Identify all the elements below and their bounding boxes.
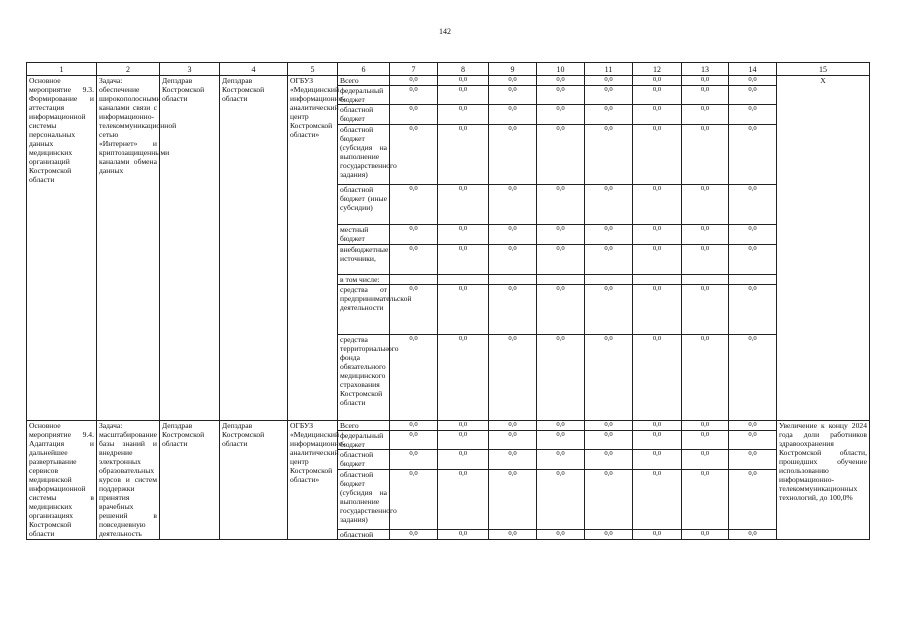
column-number: 7 (390, 63, 438, 76)
value-cell: 0,0 (729, 105, 777, 125)
value-cell: 0,0 (729, 421, 777, 431)
funding-source-cell: областной бюджет (иные субсидии) (338, 185, 390, 225)
value-cell: 0,0 (438, 76, 489, 86)
value-cell: 0,0 (489, 431, 537, 450)
value-cell: 0,0 (489, 86, 537, 105)
value-cell: 0,0 (390, 185, 438, 225)
value-cell: 0,0 (438, 245, 489, 275)
value-cell: 0,0 (729, 86, 777, 105)
column-number: 11 (585, 63, 633, 76)
funding-source-cell: федеральный бюджет (338, 86, 390, 105)
funding-source-cell: Всего (338, 76, 390, 86)
value-cell: 0,0 (537, 431, 585, 450)
value-cell: 0,0 (390, 86, 438, 105)
value-cell: 0,0 (682, 125, 729, 185)
finance-row (27, 76, 870, 86)
value-cell: 0,0 (537, 421, 585, 431)
value-cell: 0,0 (585, 245, 633, 275)
value-cell: 0,0 (682, 76, 729, 86)
value-cell: 0,0 (537, 185, 585, 225)
value-cell: 0,0 (585, 421, 633, 431)
value-cell: 0,0 (489, 530, 537, 540)
value-cell: 0,0 (489, 335, 537, 421)
value-cell: 0,0 (537, 105, 585, 125)
value-cell: 0,0 (729, 125, 777, 185)
value-cell: 0,0 (633, 431, 682, 450)
value-cell: 0,0 (585, 76, 633, 86)
value-cell: 0,0 (633, 185, 682, 225)
value-cell: 0,0 (633, 245, 682, 275)
value-cell: 0,0 (390, 105, 438, 125)
responsible-executor-cell: Депздрав Костромской области (160, 421, 220, 540)
value-cell: 0,0 (682, 421, 729, 431)
value-cell: 0,0 (537, 225, 585, 245)
value-cell: 0,0 (537, 530, 585, 540)
value-cell (682, 275, 729, 285)
column-number: 9 (489, 63, 537, 76)
value-cell: 0,0 (585, 335, 633, 421)
value-cell (390, 275, 438, 285)
value-cell: 0,0 (489, 245, 537, 275)
value-cell: 0,0 (537, 335, 585, 421)
value-cell: 0,0 (682, 530, 729, 540)
value-cell: 0,0 (585, 105, 633, 125)
value-cell: 0,0 (633, 421, 682, 431)
value-cell (585, 275, 633, 285)
column-number-row (27, 63, 870, 76)
value-cell: 0,0 (682, 245, 729, 275)
funding-source-cell: областной (338, 530, 390, 540)
chief-administrator-cell: Депздрав Костромской области (220, 76, 288, 421)
value-cell: 0,0 (729, 76, 777, 86)
column-number: 14 (729, 63, 777, 76)
value-cell: 0,0 (390, 285, 438, 335)
participant-cell: ОГБУЗ «Медицинский информационно-аналитический центр Костромской области» (288, 421, 338, 540)
column-number: 2 (97, 63, 160, 76)
value-cell (633, 275, 682, 285)
value-cell: 0,0 (438, 225, 489, 245)
value-cell: 0,0 (633, 470, 682, 530)
value-cell: 0,0 (438, 86, 489, 105)
value-cell: 0,0 (633, 105, 682, 125)
value-cell: 0,0 (390, 125, 438, 185)
funding-source-cell: средства территориального фонда обязательного медицинского страхования Костромской области (338, 335, 390, 421)
value-cell: 0,0 (585, 185, 633, 225)
column-number: 1 (27, 63, 97, 76)
value-cell: 0,0 (537, 285, 585, 335)
value-cell: 0,0 (489, 185, 537, 225)
value-cell: 0,0 (537, 125, 585, 185)
funding-source-cell: федеральный бюджет (338, 431, 390, 450)
value-cell: 0,0 (729, 530, 777, 540)
value-cell (537, 275, 585, 285)
value-cell: 0,0 (585, 450, 633, 470)
value-cell: 0,0 (390, 76, 438, 86)
funding-source-cell: областной бюджет (338, 105, 390, 125)
value-cell: 0,0 (633, 76, 682, 86)
value-cell: 0,0 (682, 86, 729, 105)
value-cell: 0,0 (489, 450, 537, 470)
value-cell: 0,0 (729, 185, 777, 225)
page-number: 142 (439, 27, 451, 36)
value-cell: 0,0 (489, 470, 537, 530)
value-cell: 0,0 (390, 225, 438, 245)
value-cell: 0,0 (633, 86, 682, 105)
value-cell: 0,0 (729, 245, 777, 275)
value-cell: 0,0 (585, 431, 633, 450)
value-cell: 0,0 (729, 225, 777, 245)
funding-source-cell: областной бюджет (субсидия на выполнение государственного задания) (338, 125, 390, 185)
value-cell: 0,0 (489, 421, 537, 431)
funding-source-cell: местный бюджет (338, 225, 390, 245)
value-cell: 0,0 (438, 421, 489, 431)
value-cell: 0,0 (390, 530, 438, 540)
value-cell: 0,0 (585, 225, 633, 245)
value-cell: 0,0 (682, 470, 729, 530)
value-cell: 0,0 (585, 530, 633, 540)
value-cell: 0,0 (390, 431, 438, 450)
value-cell: 0,0 (390, 421, 438, 431)
task-cell: Задача: обеспечение широкополосными каналами связи с информационно-телекоммуникационной сетью «Интернет» и криптозащищенными каналами обмена данных (97, 76, 160, 421)
value-cell: 0,0 (585, 470, 633, 530)
value-cell: 0,0 (438, 185, 489, 225)
value-cell: 0,0 (729, 335, 777, 421)
expected-result-cell: Увеличение к концу 2024 года доли работников здравоохранения Костромской области, прошедших обучение использованию информационно-телекоммуникационных технологий, до 100,0% (777, 421, 870, 540)
value-cell: 0,0 (633, 450, 682, 470)
task-cell: Задача: масштабирование базы знаний и внедрение электронных образовательных курсов и систем поддержки принятия врачебных решений в повседневную деятельность (97, 421, 160, 540)
value-cell: 0,0 (729, 285, 777, 335)
value-cell: 0,0 (390, 335, 438, 421)
value-cell: 0,0 (729, 450, 777, 470)
value-cell: 0,0 (390, 470, 438, 530)
value-cell: 0,0 (585, 125, 633, 185)
value-cell: 0,0 (537, 86, 585, 105)
value-cell: 0,0 (633, 125, 682, 185)
value-cell: 0,0 (585, 285, 633, 335)
value-cell: 0,0 (682, 185, 729, 225)
finance-row (27, 421, 870, 431)
value-cell: 0,0 (489, 225, 537, 245)
funding-source-cell: Всего (338, 421, 390, 431)
column-number: 3 (160, 63, 220, 76)
value-cell: 0,0 (682, 105, 729, 125)
funding-source-cell: внебюджетные источники, (338, 245, 390, 275)
value-cell: 0,0 (489, 125, 537, 185)
value-cell: 0,0 (682, 285, 729, 335)
value-cell: 0,0 (633, 285, 682, 335)
column-number: 6 (338, 63, 390, 76)
value-cell: 0,0 (489, 285, 537, 335)
value-cell: 0,0 (682, 431, 729, 450)
value-cell: 0,0 (438, 335, 489, 421)
value-cell: 0,0 (537, 76, 585, 86)
funding-source-cell: областной бюджет (субсидия на выполнение государственного задания) (338, 470, 390, 530)
value-cell (438, 275, 489, 285)
value-cell: 0,0 (438, 470, 489, 530)
funding-source-cell: областной бюджет (338, 450, 390, 470)
value-cell: 0,0 (537, 470, 585, 530)
funding-source-cell: средства от предпринимательской деятельности (338, 285, 390, 335)
value-cell: 0,0 (633, 335, 682, 421)
value-cell: 0,0 (729, 431, 777, 450)
budget-table (26, 62, 870, 540)
value-cell: 0,0 (438, 530, 489, 540)
column-number: 15 (777, 63, 870, 76)
value-cell: 0,0 (438, 450, 489, 470)
value-cell: 0,0 (682, 335, 729, 421)
value-cell: 0,0 (438, 431, 489, 450)
value-cell: 0,0 (438, 125, 489, 185)
value-cell: 0,0 (438, 285, 489, 335)
participant-cell: ОГБУЗ «Медицинский информационно-аналитический центр Костромской области» (288, 76, 338, 421)
value-cell: 0,0 (682, 450, 729, 470)
column-number: 10 (537, 63, 585, 76)
activity-name-cell: Основное мероприятие 9.4. Адаптация и дальнейшее развертывание сервисов медицинской информационной системы в медицинских организациях Костромской области (27, 421, 97, 540)
value-cell: 0,0 (633, 225, 682, 245)
value-cell: 0,0 (489, 76, 537, 86)
column-number: 5 (288, 63, 338, 76)
column-number: 13 (682, 63, 729, 76)
value-cell (729, 275, 777, 285)
value-cell: 0,0 (585, 86, 633, 105)
expected-result-cell: Х (777, 76, 870, 421)
column-number: 4 (220, 63, 288, 76)
chief-administrator-cell: Депздрав Костромской области (220, 421, 288, 540)
column-number: 8 (438, 63, 489, 76)
value-cell: 0,0 (633, 530, 682, 540)
value-cell: 0,0 (537, 245, 585, 275)
value-cell: 0,0 (682, 225, 729, 245)
value-cell: 0,0 (489, 105, 537, 125)
value-cell: 0,0 (390, 245, 438, 275)
value-cell: 0,0 (729, 470, 777, 530)
value-cell: 0,0 (537, 450, 585, 470)
value-cell: 0,0 (438, 105, 489, 125)
responsible-executor-cell: Депздрав Костромской области (160, 76, 220, 421)
value-cell: 0,0 (390, 450, 438, 470)
activity-name-cell: Основное мероприятие 9.3. Формирование и аттестация информационной системы персональных данных медицинских организаций Костромской области (27, 76, 97, 421)
column-number: 12 (633, 63, 682, 76)
funding-source-cell: в том числе: (338, 275, 390, 285)
value-cell (489, 275, 537, 285)
